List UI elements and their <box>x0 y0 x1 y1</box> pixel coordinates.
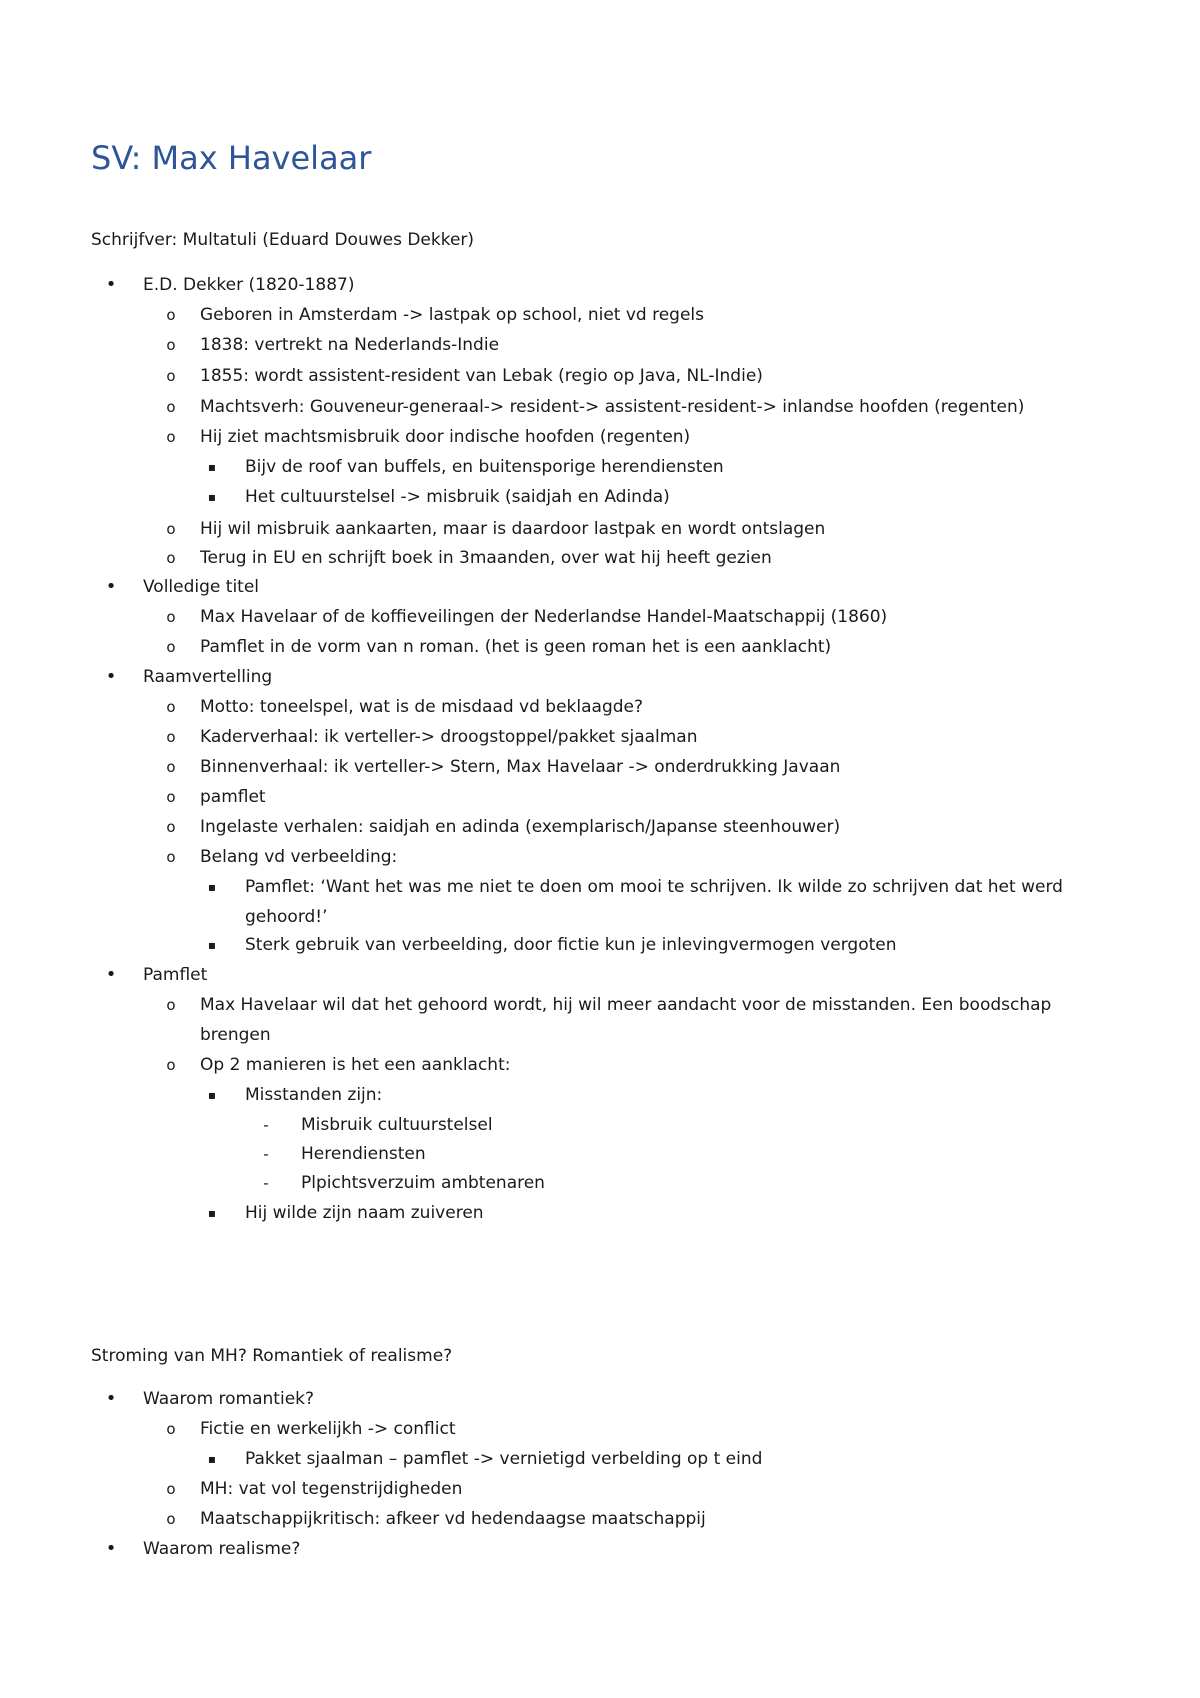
list-item: Volledige titel <box>143 577 260 597</box>
bullet-marker-level-2: o <box>166 996 176 1014</box>
bullet-marker-level-2: o <box>166 848 176 866</box>
bullet-marker-level-2: o <box>166 698 176 716</box>
bullet-marker-level-4: - <box>263 1174 269 1192</box>
bullet-marker-level-3: ▪ <box>207 460 217 474</box>
list-item: 1838: vertrekt na Nederlands-Indie <box>200 335 500 355</box>
list-item-continuation: brengen <box>200 1025 271 1045</box>
bullet-marker-level-3: ▪ <box>207 1088 217 1102</box>
list-item: Misbruik cultuurstelsel <box>301 1115 493 1135</box>
list-item: Hij wil misbruik aankaarten, maar is daardoor lastpak en wordt ontslagen <box>200 519 826 539</box>
section-heading-stroming: Stroming van MH? Romantiek of realisme? <box>91 1346 453 1366</box>
list-item: Max Havelaar of de koffieveilingen der Nederlandse Handel-Maatschappij (1860) <box>200 607 888 627</box>
bullet-marker-level-2: o <box>166 549 176 567</box>
list-item: 1855: wordt assistent-resident van Lebak (regio op Java, NL-Indie) <box>200 366 763 386</box>
author-line: Schrijfver: Multatuli (Eduard Douwes Dekker) <box>91 230 475 250</box>
bullet-marker-level-2: o <box>166 1056 176 1074</box>
list-item: Hij wilde zijn naam zuiveren <box>245 1203 484 1223</box>
bullet-marker-level-1: • <box>105 576 117 597</box>
list-item: MH: vat vol tegenstrijdigheden <box>200 1479 463 1499</box>
bullet-marker-level-2: o <box>166 638 176 656</box>
list-item: Terug in EU en schrijft boek in 3maanden, over wat hij heeft gezien <box>200 548 772 568</box>
list-item: Max Havelaar wil dat het gehoord wordt, hij wil meer aandacht voor de misstanden. Een boodschap <box>200 995 1052 1015</box>
list-item: Het cultuurstelsel -> misbruik (saidjah en Adinda) <box>245 487 670 507</box>
list-item: Herendiensten <box>301 1144 426 1164</box>
bullet-marker-level-2: o <box>166 1420 176 1438</box>
list-item-continuation: gehoord!’ <box>245 907 328 927</box>
bullet-marker-level-2: o <box>166 398 176 416</box>
bullet-marker-level-3: ▪ <box>207 938 217 952</box>
list-item: Waarom realisme? <box>143 1539 301 1559</box>
list-item: Waarom romantiek? <box>143 1389 315 1409</box>
list-item: Pamflet <box>143 965 208 985</box>
list-item: Geboren in Amsterdam -> lastpak op school, niet vd regels <box>200 305 705 325</box>
bullet-marker-level-3: ▪ <box>207 1206 217 1220</box>
list-item: Pamflet: ‘Want het was me niet te doen om mooi te schrijven. Ik wilde zo schrijven dat het werd <box>245 877 1063 897</box>
list-item: Hij ziet machtsmisbruik door indische hoofden (regenten) <box>200 427 691 447</box>
list-item: Misstanden zijn: <box>245 1085 383 1105</box>
bullet-marker-level-1: • <box>105 1388 117 1409</box>
bullet-marker-level-2: o <box>166 788 176 806</box>
bullet-marker-level-1: • <box>105 274 117 295</box>
bullet-marker-level-2: o <box>166 306 176 324</box>
bullet-marker-level-2: o <box>166 428 176 446</box>
list-item: Binnenverhaal: ik verteller-> Stern, Max Havelaar -> onderdrukking Javaan <box>200 757 841 777</box>
bullet-marker-level-2: o <box>166 728 176 746</box>
bullet-marker-level-3: ▪ <box>207 880 217 894</box>
bullet-marker-level-1: • <box>105 964 117 985</box>
list-item: Kaderverhaal: ik verteller-> droogstoppel/pakket sjaalman <box>200 727 698 747</box>
list-item: Pakket sjaalman – pamflet -> vernietigd verbelding op t eind <box>245 1449 763 1469</box>
bullet-marker-level-4: - <box>263 1116 269 1134</box>
list-item: Belang vd verbeelding: <box>200 847 398 867</box>
list-item: Op 2 manieren is het een aanklacht: <box>200 1055 511 1075</box>
bullet-marker-level-2: o <box>166 758 176 776</box>
list-item: Ingelaste verhalen: saidjah en adinda (exemplarisch/Japanse steenhouwer) <box>200 817 841 837</box>
list-item: Sterk gebruik van verbeelding, door fictie kun je inlevingvermogen vergoten <box>245 935 897 955</box>
page-title: SV: Max Havelaar <box>91 139 372 177</box>
bullet-marker-level-1: • <box>105 1538 117 1559</box>
bullet-marker-level-4: - <box>263 1145 269 1163</box>
list-item: Pamflet in de vorm van n roman. (het is geen roman het is een aanklacht) <box>200 637 832 657</box>
list-item: Motto: toneelspel, wat is de misdaad vd beklaagde? <box>200 697 644 717</box>
bullet-marker-level-2: o <box>166 367 176 385</box>
bullet-marker-level-1: • <box>105 666 117 687</box>
list-item: Fictie en werkelijkh -> conflict <box>200 1419 456 1439</box>
list-item: Bijv de roof van buffels, en buitensporige herendiensten <box>245 457 724 477</box>
bullet-marker-level-2: o <box>166 608 176 626</box>
bullet-marker-level-2: o <box>166 520 176 538</box>
list-item: Raamvertelling <box>143 667 273 687</box>
bullet-marker-level-2: o <box>166 818 176 836</box>
list-item: E.D. Dekker (1820-1887) <box>143 275 355 295</box>
list-item: pamflet <box>200 787 266 807</box>
list-item: Plpichtsverzuim ambtenaren <box>301 1173 545 1193</box>
list-item: Machtsverh: Gouveneur-generaal-> resident-> assistent-resident-> inlandse hoofden (regenten) <box>200 397 1025 417</box>
bullet-marker-level-2: o <box>166 1480 176 1498</box>
bullet-marker-level-3: ▪ <box>207 490 217 504</box>
bullet-marker-level-3: ▪ <box>207 1452 217 1466</box>
bullet-marker-level-2: o <box>166 1510 176 1528</box>
bullet-marker-level-2: o <box>166 336 176 354</box>
list-item: Maatschappijkritisch: afkeer vd hedendaagse maatschappij <box>200 1509 706 1529</box>
